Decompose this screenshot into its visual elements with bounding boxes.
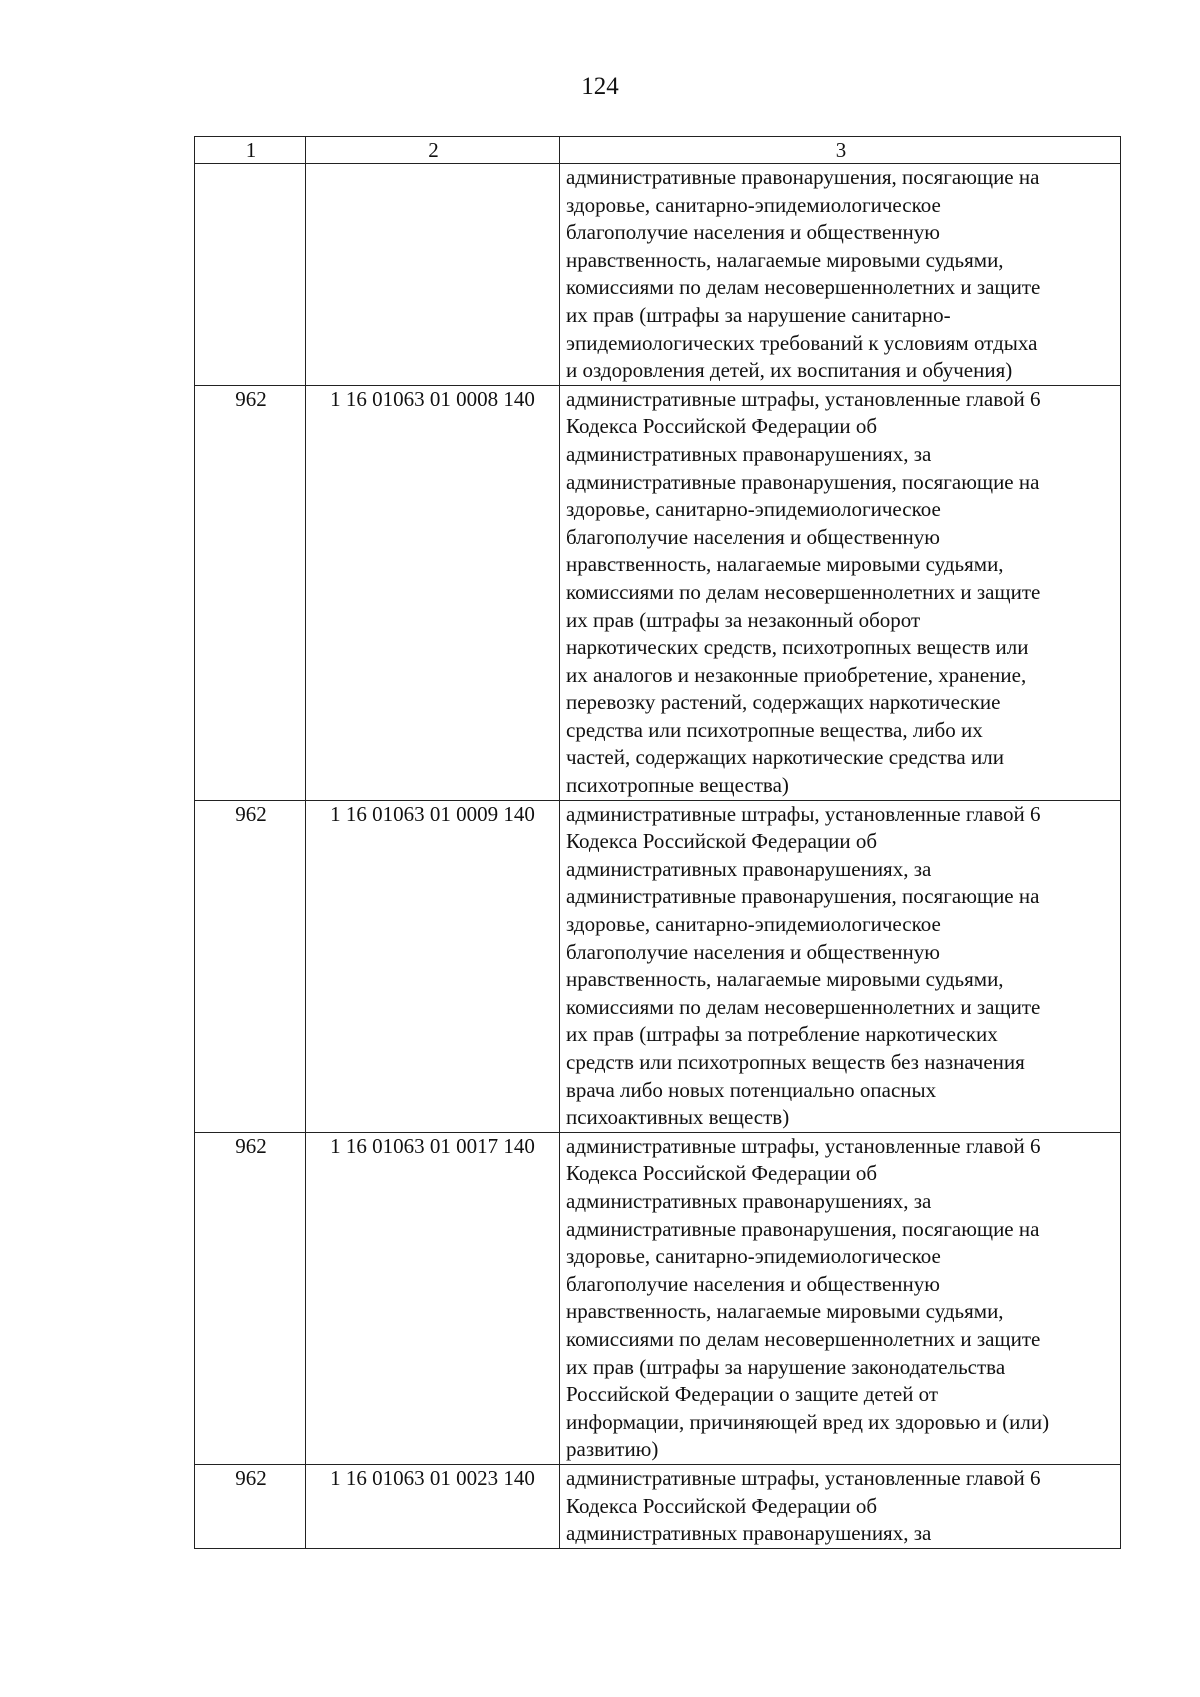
description-cell bbox=[560, 164, 1121, 386]
description-cell bbox=[560, 1464, 1121, 1548]
description-line: административных правонарушениях, за bbox=[566, 856, 932, 881]
admin-code-cell: 962 bbox=[195, 1132, 306, 1464]
description-line: Кодекса Российской Федерации об bbox=[566, 1161, 878, 1186]
description-line: благополучие населения и общественную bbox=[566, 524, 940, 549]
revenue-code-cell: 1 16 01063 01 0023 140 bbox=[306, 1464, 560, 1548]
description-line: нравственность, налагаемые мировыми судьями, bbox=[566, 247, 1004, 272]
description-line: нравственность, налагаемые мировыми судьями, bbox=[566, 1299, 1004, 1324]
description-cell bbox=[560, 800, 1121, 1132]
description-line: наркотических средств, психотропных веществ или bbox=[566, 635, 1029, 660]
description-line: административные штрафы, установленные главой 6 bbox=[566, 386, 1041, 411]
description-line: их аналогов и незаконные приобретение, хранение, bbox=[566, 662, 1027, 687]
description-line: их прав (штрафы за нарушение законодательства bbox=[566, 1354, 1006, 1379]
description-line: комиссиями по делам несовершеннолетних и защите bbox=[566, 994, 1041, 1019]
table-header-row bbox=[195, 137, 1121, 164]
revenue-code-cell: 1 16 01063 01 0009 140 bbox=[306, 800, 560, 1132]
description-line: нравственность, налагаемые мировыми судьями, bbox=[566, 552, 1004, 577]
description-line: административные штрафы, установленные главой 6 bbox=[566, 801, 1041, 826]
description-line: психотропные вещества) bbox=[566, 773, 789, 798]
revenue-code-cell: 1 16 01063 01 0008 140 bbox=[306, 385, 560, 800]
description-line: развитию) bbox=[566, 1437, 659, 1462]
admin-code-cell bbox=[195, 164, 306, 386]
description-line: благополучие населения и общественную bbox=[566, 939, 940, 964]
table-row bbox=[195, 1464, 1121, 1548]
description-line: их прав (штрафы за потребление наркотических bbox=[566, 1022, 998, 1047]
description-line: комиссиями по делам несовершеннолетних и защите bbox=[566, 275, 1041, 300]
description-line: здоровье, санитарно-эпидемиологическое bbox=[566, 497, 941, 522]
description-line: Кодекса Российской Федерации об bbox=[566, 414, 878, 439]
description-line: здоровье, санитарно-эпидемиологическое bbox=[566, 1244, 941, 1269]
description-cell bbox=[560, 1132, 1121, 1464]
description-line: административные правонарушения, посягающие на bbox=[566, 884, 1040, 909]
description-line: частей, содержащих наркотические средства или bbox=[566, 745, 1004, 770]
page-number: 124 bbox=[581, 73, 619, 100]
column-header-2: 2 bbox=[306, 137, 560, 164]
description-line: административные штрафы, установленные главой 6 bbox=[566, 1133, 1041, 1158]
admin-code-cell: 962 bbox=[195, 800, 306, 1132]
column-header-3: 3 bbox=[560, 137, 1121, 164]
description-line: административные правонарушения, посягающие на bbox=[566, 165, 1040, 189]
table-row bbox=[195, 800, 1121, 1132]
description-line: административные правонарушения, посягающие на bbox=[566, 469, 1040, 494]
description-line: их прав (штрафы за незаконный оборот bbox=[566, 607, 921, 632]
revenue-code-cell bbox=[306, 164, 560, 386]
description-line: и оздоровления детей, их воспитания и обучения) bbox=[566, 358, 1013, 383]
table-row bbox=[195, 385, 1121, 800]
description-line: административные правонарушения, посягающие на bbox=[566, 1216, 1040, 1241]
description-line: благополучие населения и общественную bbox=[566, 1271, 940, 1296]
description-line: здоровье, санитарно-эпидемиологическое bbox=[566, 192, 941, 217]
description-line: комиссиями по делам несовершеннолетних и защите bbox=[566, 1326, 1041, 1351]
description-line: информации, причиняющей вред их здоровью и (или) bbox=[566, 1409, 1050, 1434]
revenue-code-table bbox=[194, 136, 1121, 1549]
description-line: административных правонарушениях, за bbox=[566, 1521, 932, 1546]
table-row bbox=[195, 1132, 1121, 1464]
description-line: эпидемиологических требований к условиям отдыха bbox=[566, 330, 1038, 355]
description-cell bbox=[560, 385, 1121, 800]
column-header-1: 1 bbox=[195, 137, 306, 164]
description-line: их прав (штрафы за нарушение санитарно- bbox=[566, 302, 951, 327]
description-line: Кодекса Российской Федерации об bbox=[566, 829, 878, 854]
description-line: нравственность, налагаемые мировыми судьями, bbox=[566, 967, 1004, 992]
admin-code-cell: 962 bbox=[195, 1464, 306, 1548]
revenue-code-cell: 1 16 01063 01 0017 140 bbox=[306, 1132, 560, 1464]
description-line: психоактивных веществ) bbox=[566, 1105, 790, 1130]
description-line: благополучие населения и общественную bbox=[566, 220, 940, 245]
description-line: комиссиями по делам несовершеннолетних и защите bbox=[566, 579, 1041, 604]
description-line: средства или психотропные вещества, либо их bbox=[566, 717, 983, 742]
description-line: здоровье, санитарно-эпидемиологическое bbox=[566, 912, 941, 937]
description-line: Российской Федерации о защите детей от bbox=[566, 1382, 939, 1407]
table-row bbox=[195, 164, 1121, 386]
description-line: средств или психотропных веществ без назначения bbox=[566, 1050, 1025, 1074]
description-line: врача либо новых потенциально опасных bbox=[566, 1077, 937, 1102]
admin-code-cell: 962 bbox=[195, 385, 306, 800]
description-line: административных правонарушениях, за bbox=[566, 441, 932, 466]
table-body bbox=[195, 164, 1121, 1549]
description-line: перевозку растений, содержащих наркотические bbox=[566, 690, 1001, 715]
description-line: административные штрафы, установленные главой 6 bbox=[566, 1465, 1041, 1490]
description-line: административных правонарушениях, за bbox=[566, 1188, 932, 1213]
description-line: Кодекса Российской Федерации об bbox=[566, 1493, 878, 1518]
